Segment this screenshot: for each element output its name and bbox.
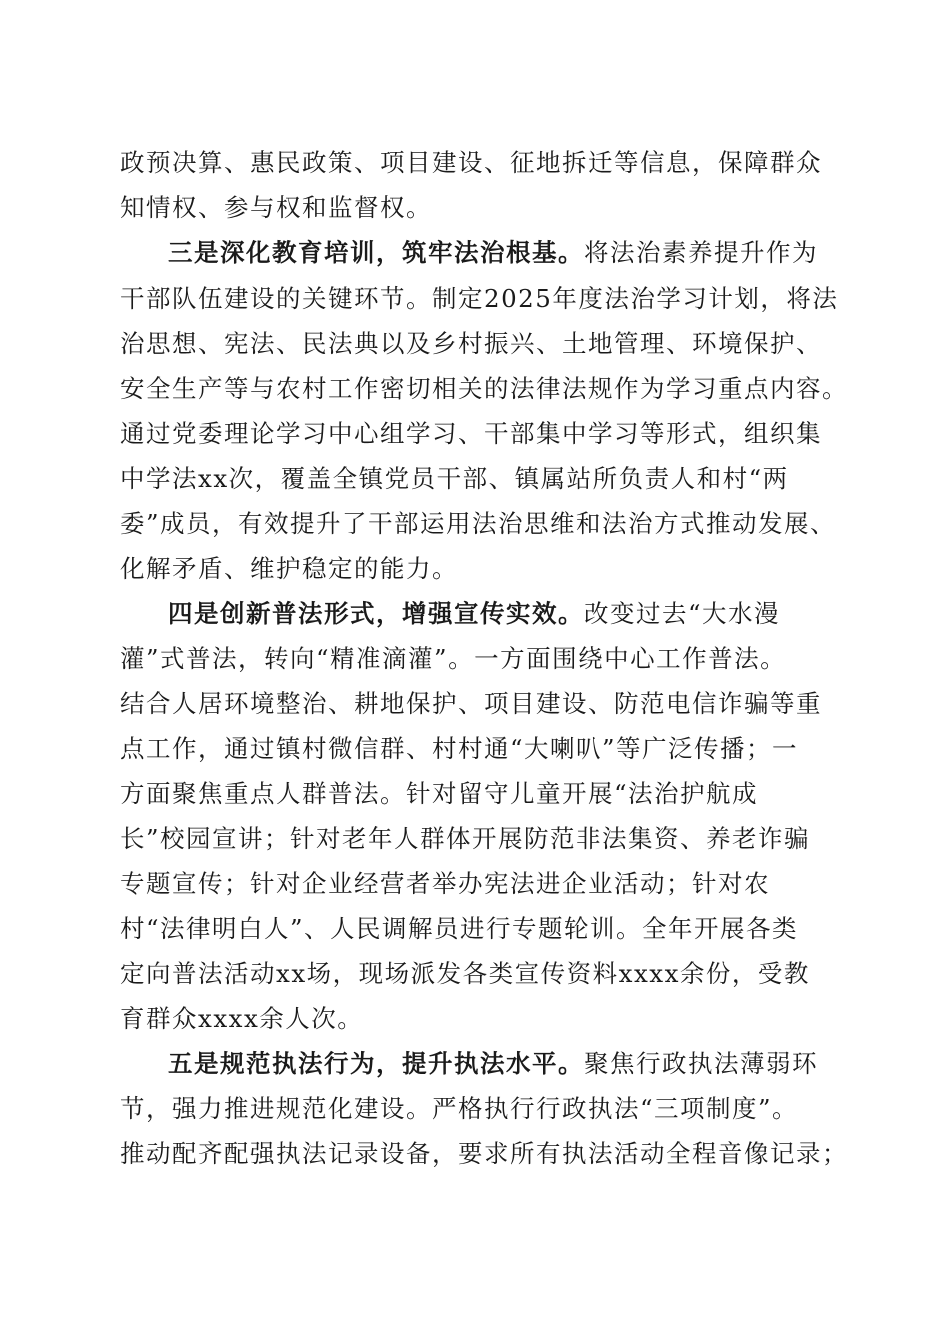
paragraph-line: 知情权、参与权和监督权。 [120,193,432,222]
paragraph-line: 定向普法活动xx场，现场派发各类宣传资料xxxx余份，受教 [120,959,810,988]
paragraph-text: 改变过去“大水漫 [584,599,781,628]
paragraph-line: 育群众xxxx余人次。 [120,1004,364,1033]
paragraph-line: 结合人居环境整治、耕地保护、项目建设、防范电信诈骗等重 [120,689,822,718]
paragraph-text: 聚焦行政执法薄弱环 [584,1049,818,1078]
paragraph-line: 方面聚焦重点人群普法。针对留守儿童开展“法治护航成 [120,779,759,808]
paragraph-heading: 三是深化教育培训，筑牢法治根基。 [168,238,584,267]
paragraph-line: 点工作，通过镇村微信群、村村通“大喇叭”等广泛传播；一 [120,734,799,763]
paragraph-line: 灌”式普法，转向“精准滴灌”。一方面围绕中心工作普法。 [120,644,787,673]
paragraph-line: 通过党委理论学习中心组学习、干部集中学习等形式，组织集 [120,419,822,448]
paragraph-heading: 四是创新普法形式，增强宣传实效。 [168,599,584,628]
paragraph-text: 将法治素养提升作为 [584,238,818,267]
paragraph-line: 化解矛盾、维护稳定的能力。 [120,554,458,583]
paragraph-line: 长”校园宣讲；针对老年人群体开展防范非法集资、养老诈骗 [120,824,811,853]
paragraph-line: 推动配齐配强执法记录设备，要求所有执法活动全程音像记录； [120,1139,848,1168]
paragraph-line: 干部队伍建设的关键环节。制定2025年度法治学习计划，将法 [120,284,839,313]
paragraph-line: 委”成员，有效提升了干部运用法治思维和法治方式推动发展、 [120,509,837,538]
paragraph-first-line [168,237,840,269]
paragraph-line: 安全生产等与农村工作密切相关的法律法规作为学习重点内容。 [120,374,848,403]
paragraph-first-line [168,1048,840,1080]
paragraph-line: 中学法xx次，覆盖全镇党员干部、镇属站所负责人和村“两 [120,464,789,493]
paragraph-line: 专题宣传；针对企业经营者举办宪法进企业活动；针对农 [120,869,770,898]
paragraph-first-line [168,598,840,630]
paragraph-line: 政预决算、惠民政策、项目建设、征地拆迁等信息，保障群众 [120,148,822,177]
paragraph-line: 节，强力推进规范化建设。严格执行行政执法“三项制度”。 [120,1094,799,1123]
paragraph-line: 村“法律明白人”、人民调解员进行专题轮训。全年开展各类 [120,914,799,943]
paragraph-heading: 五是规范执法行为，提升执法水平。 [168,1049,584,1078]
paragraph-line: 治思想、宪法、民法典以及乡村振兴、土地管理、环境保护、 [120,329,822,358]
